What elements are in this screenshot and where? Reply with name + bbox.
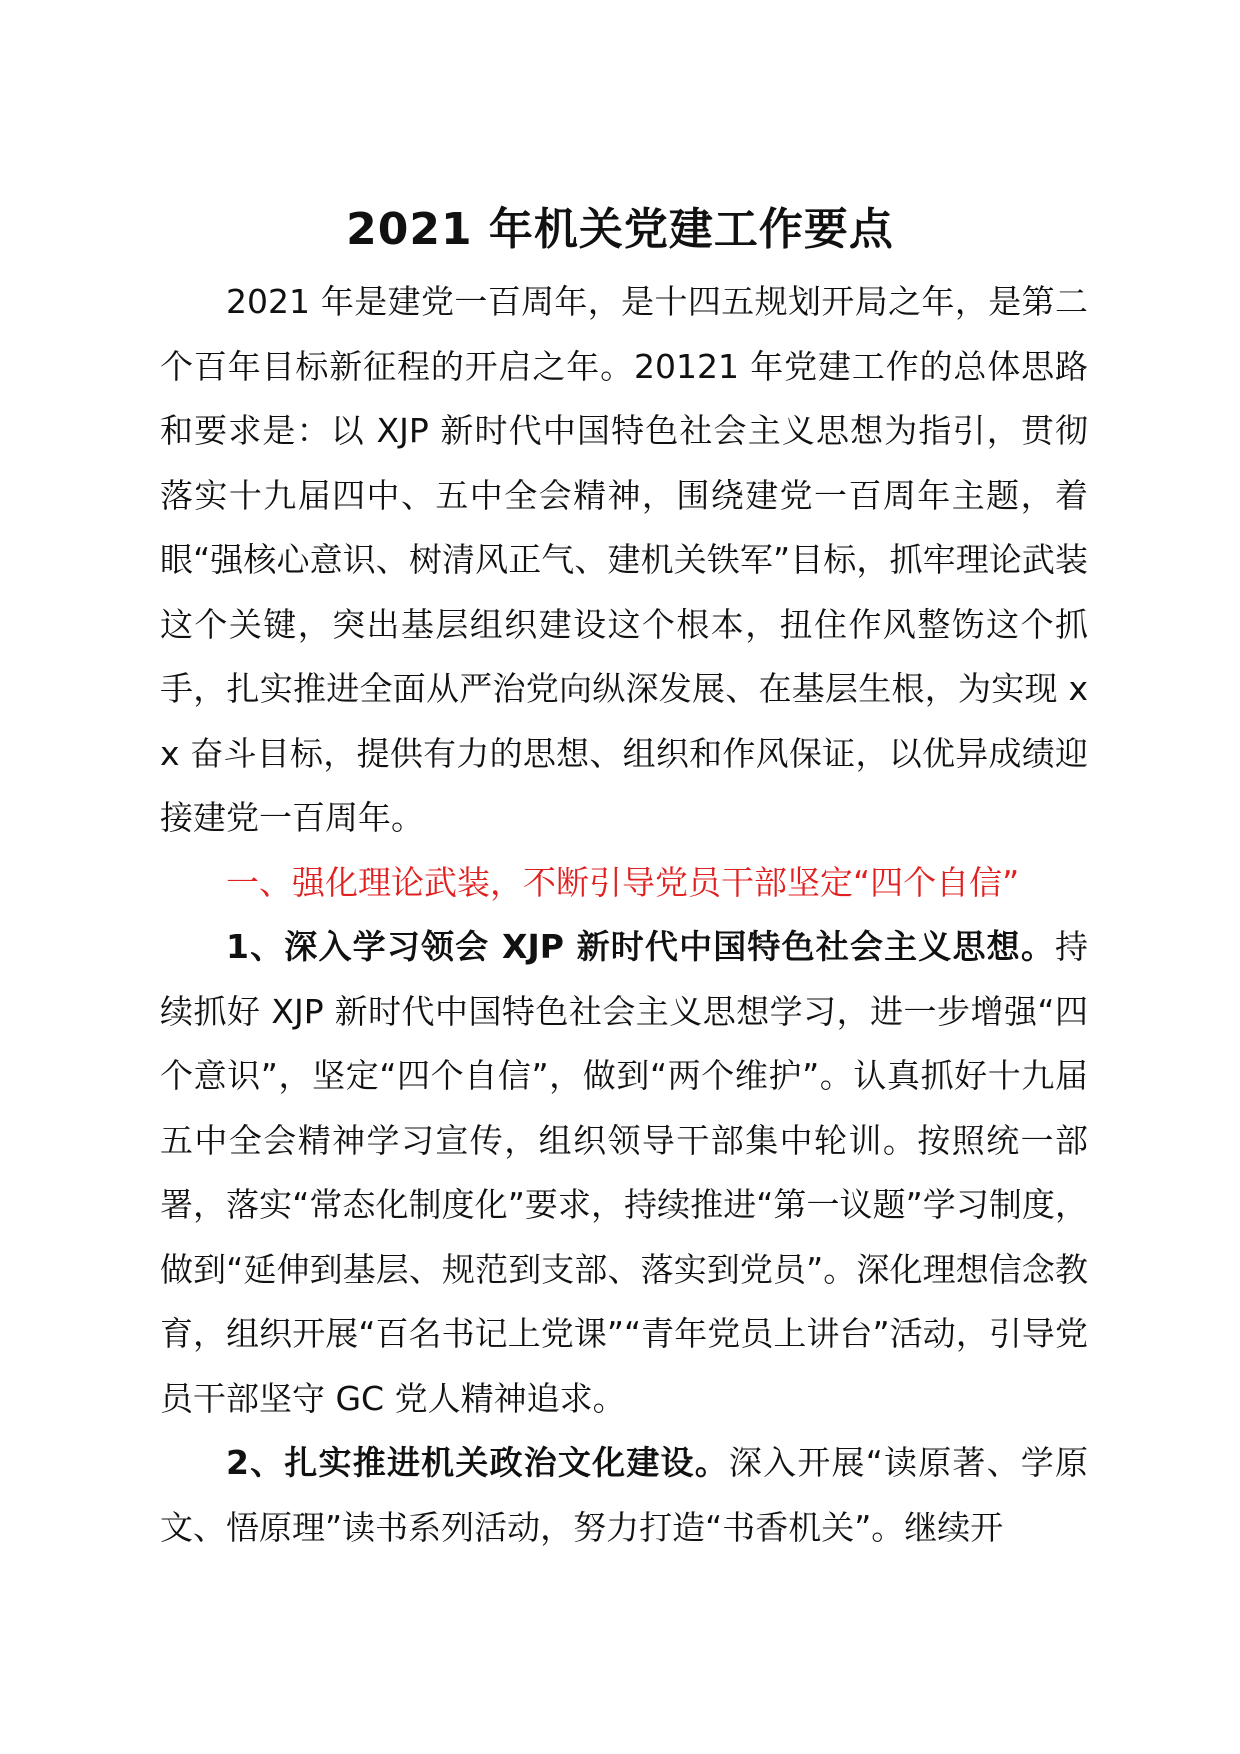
item-2-lead: 2、扎实推进机关政治文化建设。 [226,1443,729,1482]
item-1-body: 持续抓好 XJP 新时代中国特色社会主义思想学习，进一步增强“四个意识”，坚定“四个自信”，做到“两个维护”。认真抓好十九届五中全会精神学习宣传，组织领导干部集中轮训。按照统一部署，落实“常态化制度化”要求，持续推进“第一议题”学习制度，做到“延伸到基层、规范到支部、落实到党员”。深化理想信念教育，组织开展“百名书记上党课”“青年党员上讲台”活动，引导党员干部坚守 GC 党人精神追求。 [160,927,1088,1418]
item-1-lead: 1、深入学习领会 XJP 新时代中国特色社会主义思想。 [226,927,1055,966]
document-title: 2021 年机关党建工作要点 [346,204,894,255]
item-2-body: 深入开展“读原著、学原文、悟原理”读书系列活动，努力打造“书香机关”。继续开 [160,1443,1088,1547]
item-1-paragraph [160,915,1088,1431]
document-body [160,270,1088,1560]
item-2-paragraph [160,1431,1088,1560]
section-heading: 一、强化理论武装，不断引导党员干部坚定“四个自信” [226,862,1020,902]
intro-paragraph: 2021 年是建党一百周年，是十四五规划开局之年，是第二个百年目标新征程的开启之年。20121 年党建工作的总体思路和要求是：以 XJP 新时代中国特色社会主义思想为指引，贯彻落实十九届四中、五中全会精神，围绕建党一百周年主题，着眼“强核心意识、树清风正气、建机关铁军”目标，抓牢理论武装这个关键，突出基层组织建设这个根本，扭住作风整饬这个抓手，扎实推进全面从严治党向纵深发展、在基层生根，为实现 xx 奋斗目标，提供有力的思想、组织和作风保证，以优异成绩迎接建党一百周年。 [160,282,1088,837]
